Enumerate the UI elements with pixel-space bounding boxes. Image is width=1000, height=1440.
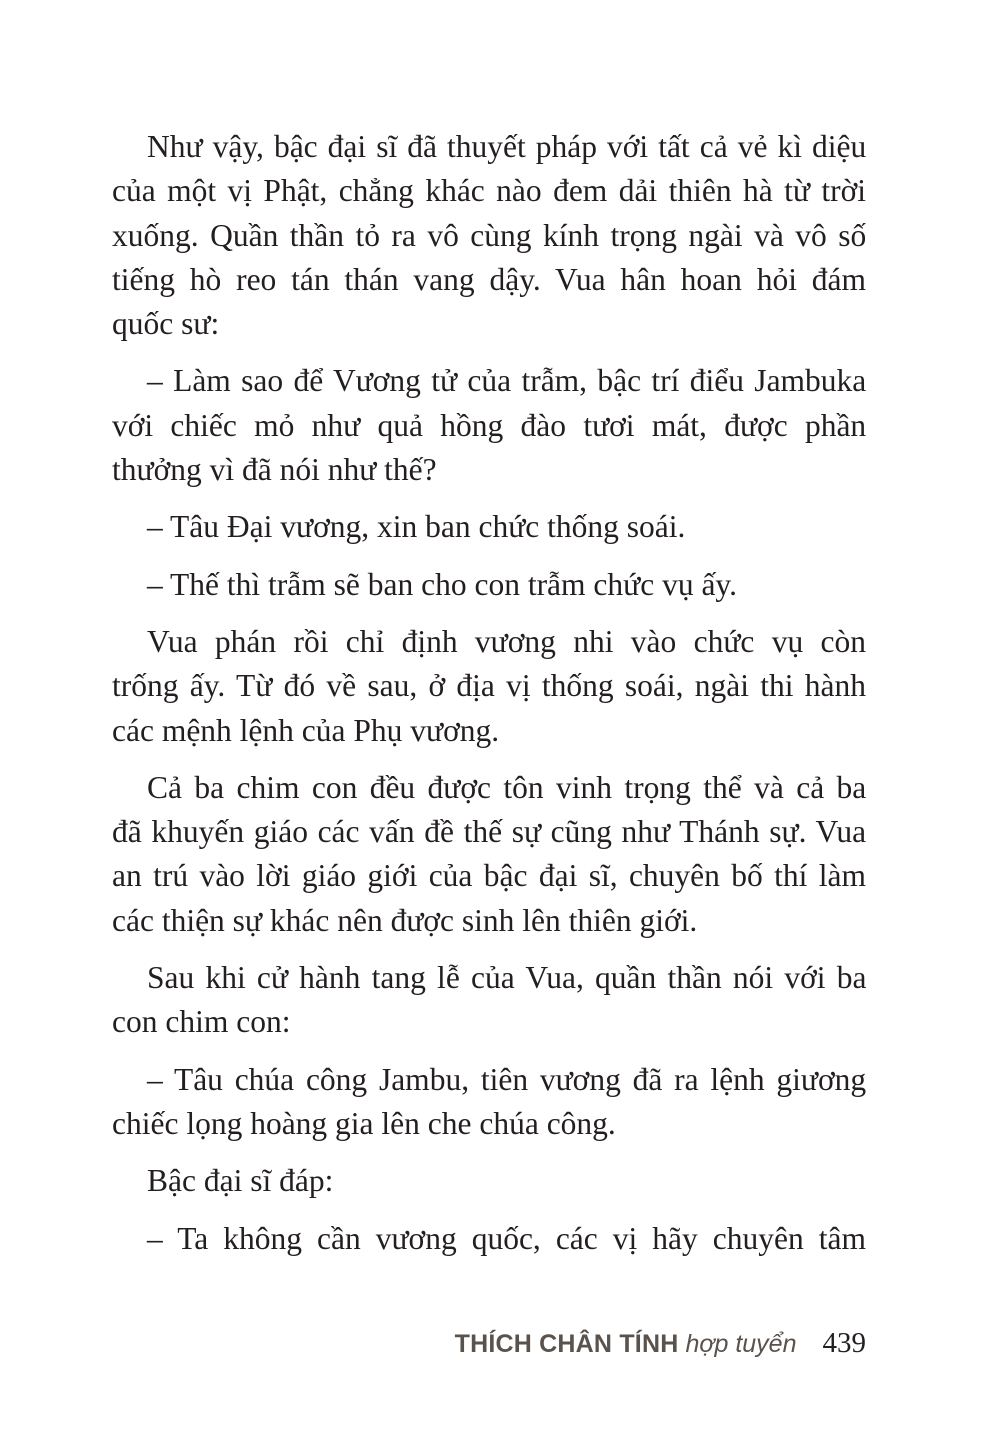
text-line: trống ấy. Từ đó về sau, ở địa vị thống soái, ngài thi hành (112, 668, 866, 704)
text-line: – Ta không cần vương quốc, các vị hãy chuyên tâm (147, 1220, 866, 1256)
footer-subtitle: hợp tuyển (685, 1330, 797, 1358)
text-line: các mệnh lệnh của Phụ vương. (112, 712, 500, 748)
paragraph (112, 1217, 866, 1261)
text-line: xuống. Quần thần tỏ ra vô cùng kính trọng ngài và vô số (112, 217, 867, 253)
paragraph (112, 956, 866, 1045)
text-line: Vua phán rồi chỉ định vương nhi vào chức vụ còn (147, 623, 866, 659)
text-line: Bậc đại sĩ đáp: (147, 1163, 334, 1199)
text-line: các thiện sự khác nên được sinh lên thiên giới. (112, 902, 698, 938)
paragraph (112, 563, 866, 607)
paragraph (112, 1058, 866, 1147)
text-line: – Tâu Đại vương, xin ban chức thống soái. (147, 509, 686, 545)
text-line: với chiếc mỏ như quả hồng đào tươi mát, được phần (112, 407, 867, 443)
text-line: Như vậy, bậc đại sĩ đã thuyết pháp với tất cả vẻ kì diệu (147, 129, 867, 164)
paragraph (112, 766, 866, 943)
text-line: thưởng vì đã nói như thế? (112, 452, 437, 488)
page-body (112, 125, 866, 1274)
paragraph (112, 505, 866, 549)
footer-author: THÍCH CHÂN TÍNH (454, 1330, 679, 1358)
text-line: quốc sư: (112, 306, 220, 342)
text-line: – Tâu chúa công Jambu, tiên vương đã ra lệnh giương (147, 1061, 867, 1097)
paragraph (112, 359, 866, 492)
text-line: đã khuyến giáo các vấn đề thế sự cũng như Thánh sự. Vua (112, 814, 867, 850)
text-line: – Thế thì trẫm sẽ ban cho con trẫm chức vụ ấy. (147, 566, 738, 602)
text-line: – Làm sao để Vương tử của trẫm, bậc trí điểu Jambuka (147, 363, 867, 399)
paragraph (112, 125, 866, 346)
running-footer (455, 1327, 866, 1360)
text-line: an trú vào lời giáo giới của bậc đại sĩ, chuyên bố thí làm (112, 858, 866, 894)
text-line: con chim con: (112, 1004, 291, 1040)
text-line: tiếng hò reo tán thán vang dậy. Vua hân hoan hỏi đám (112, 261, 866, 297)
paragraph (112, 1159, 866, 1203)
text-line: của một vị Phật, chẳng khác nào đem dải thiên hà từ trời (112, 173, 866, 209)
page-number: 439 (822, 1327, 866, 1359)
paragraph (112, 620, 866, 753)
text-line: Sau khi cử hành tang lễ của Vua, quần thần nói với ba (147, 960, 867, 996)
text-line: chiếc lọng hoàng gia lên che chúa công. (112, 1105, 616, 1141)
text-line: Cả ba chim con đều được tôn vinh trọng thể và cả ba (147, 769, 867, 805)
